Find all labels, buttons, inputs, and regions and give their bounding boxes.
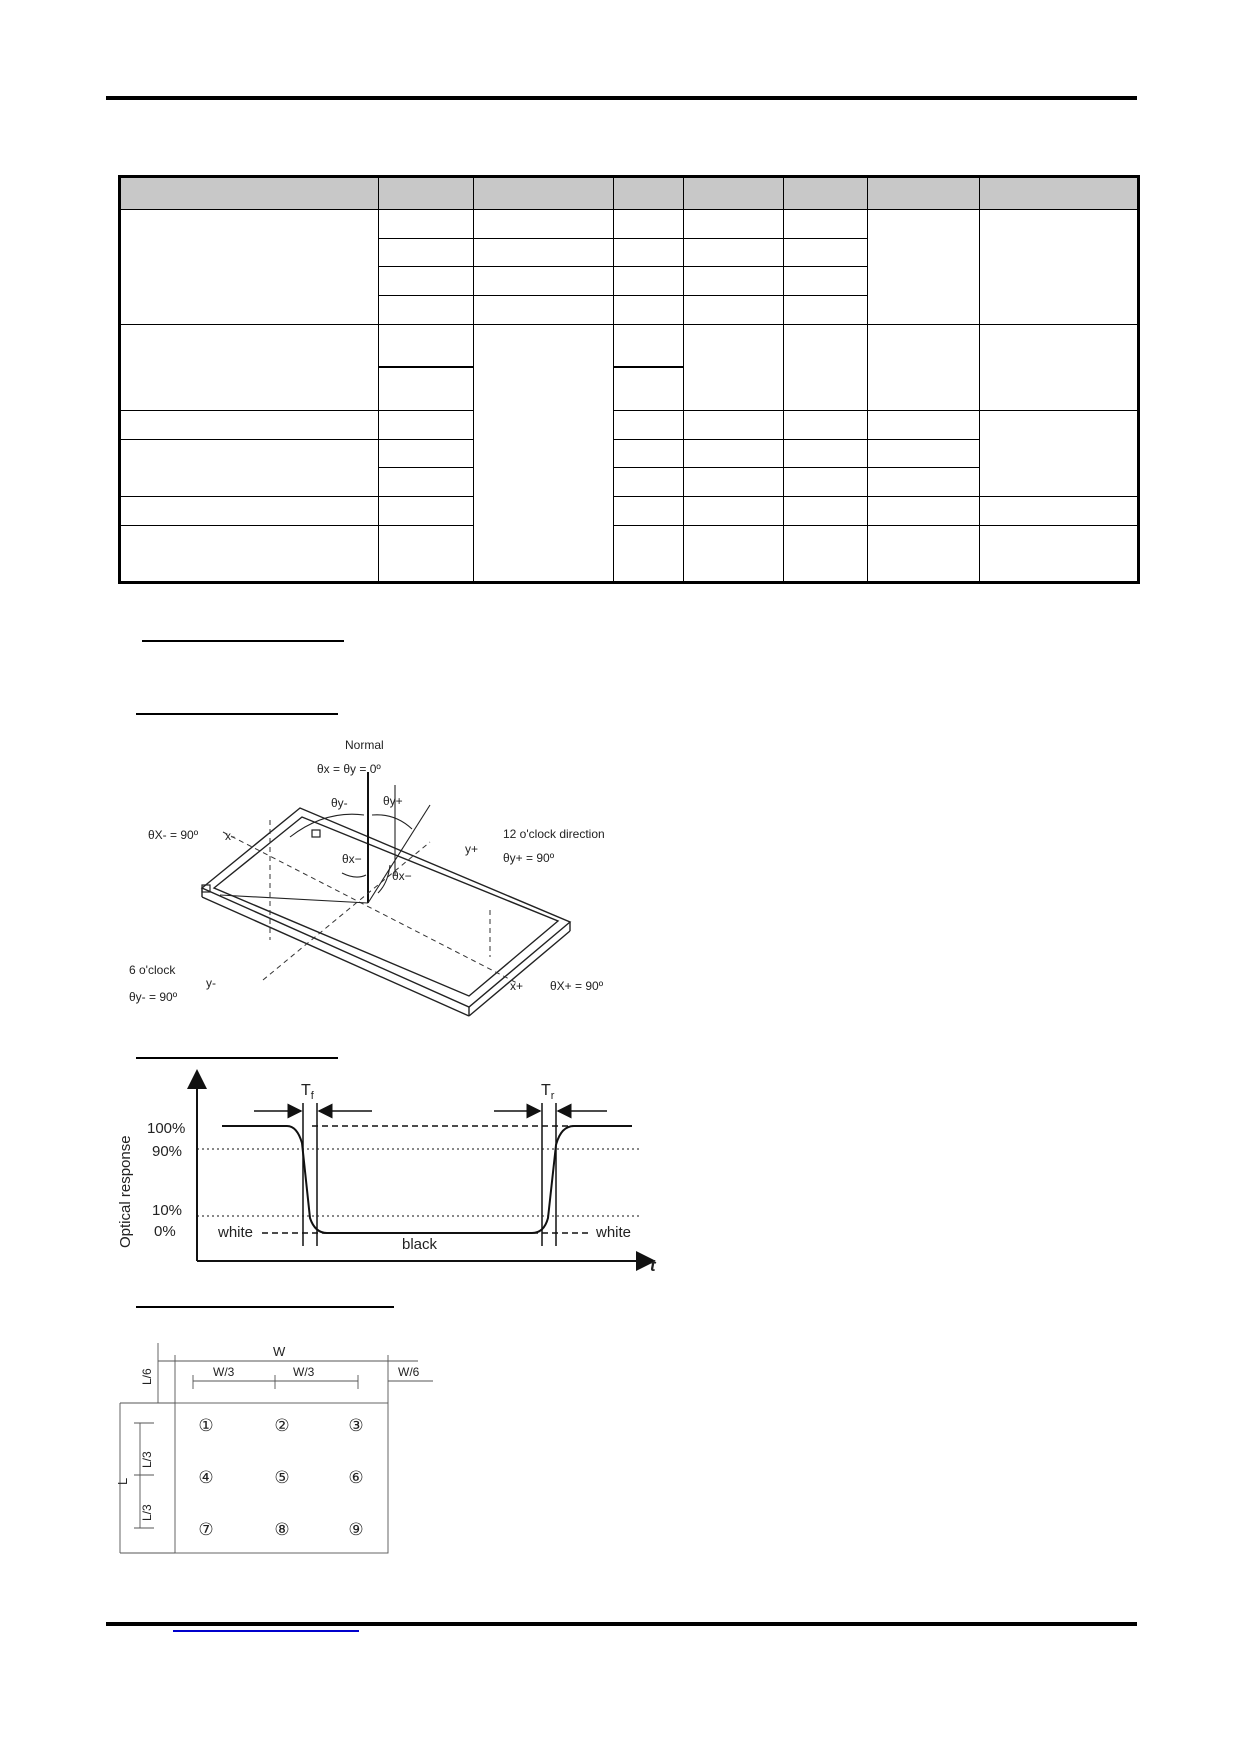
normal-equation: θx = θy = 0º xyxy=(317,762,381,776)
table-cell xyxy=(684,238,784,267)
table-cell xyxy=(379,267,474,296)
table-cell xyxy=(684,525,784,582)
angle-arc-theta-x-minus xyxy=(342,873,366,877)
table-cell xyxy=(474,267,614,296)
table-cell xyxy=(684,210,784,239)
table-cell xyxy=(379,496,474,525)
measurement-point: ② xyxy=(274,1416,290,1435)
header-cell xyxy=(980,177,1139,210)
table-cell xyxy=(868,439,980,468)
measurement-points-diagram xyxy=(115,1343,438,1563)
table-cell xyxy=(614,267,684,296)
table-cell xyxy=(614,324,684,367)
table-row xyxy=(120,324,1139,367)
theta-x-plus-equation: θX+ = 90º xyxy=(550,979,604,993)
table-cell xyxy=(614,238,684,267)
corner-marker xyxy=(312,830,320,837)
theta-x-small-label: θx− xyxy=(392,869,412,883)
white-label: white xyxy=(218,1224,254,1241)
white-label: white xyxy=(596,1224,632,1241)
table-row xyxy=(120,210,1139,239)
table-cell xyxy=(784,410,868,439)
level-label-0: 0% xyxy=(154,1223,176,1240)
table-cell xyxy=(379,468,474,497)
header-cell xyxy=(474,177,614,210)
table-cell xyxy=(120,410,379,439)
table-cell xyxy=(980,210,1139,325)
black-label: black xyxy=(402,1236,438,1253)
footer-link-underline[interactable] xyxy=(173,1630,359,1632)
table-cell xyxy=(784,439,868,468)
y-plus-label: y+ xyxy=(465,842,479,856)
table-cell xyxy=(379,324,474,367)
length-third-label: L/3 xyxy=(140,1451,154,1468)
table-cell xyxy=(684,267,784,296)
table-cell xyxy=(784,267,868,296)
section-heading-underline xyxy=(136,713,338,715)
table-cell xyxy=(684,296,784,325)
table-cell xyxy=(868,496,980,525)
table-cell xyxy=(868,324,980,410)
table-cell xyxy=(868,410,980,439)
measurement-point: ⑥ xyxy=(348,1468,364,1487)
table-row xyxy=(120,410,1139,439)
header-cell xyxy=(784,177,868,210)
table-cell xyxy=(784,210,868,239)
header-cell xyxy=(379,177,474,210)
width-label: W xyxy=(273,1344,286,1359)
table-cell xyxy=(784,238,868,267)
theta-y-minus-equation: θy- = 90º xyxy=(129,990,178,1004)
table-cell xyxy=(980,324,1139,410)
length-sixth-label: L/6 xyxy=(140,1368,154,1385)
footer-rule xyxy=(106,1622,1137,1626)
header-cell xyxy=(868,177,980,210)
table-cell xyxy=(614,296,684,325)
measurement-point: ① xyxy=(198,1416,214,1435)
table-cell xyxy=(784,496,868,525)
x-plus-label: x+ xyxy=(510,979,524,993)
table-cell xyxy=(120,496,379,525)
length-third-label: L/3 xyxy=(140,1504,154,1521)
theta-y-plus-label: θy+ xyxy=(383,794,403,808)
table-cell xyxy=(684,324,784,410)
table-header-row xyxy=(120,177,1139,210)
table-cell xyxy=(980,496,1139,525)
table-cell xyxy=(684,410,784,439)
theta-y-minus-label: θy- xyxy=(331,796,348,810)
table-cell xyxy=(379,367,474,410)
measurement-point: ⑨ xyxy=(348,1520,364,1539)
table-cell xyxy=(784,525,868,582)
theta-x-minus-equation: θX- = 90º xyxy=(148,828,199,842)
table-cell xyxy=(784,468,868,497)
table-cell xyxy=(120,525,379,582)
table-cell xyxy=(614,367,684,410)
section-heading-underline xyxy=(136,1057,338,1059)
table-cell xyxy=(684,496,784,525)
table-cell xyxy=(868,525,980,582)
table-cell xyxy=(868,468,980,497)
header-cell xyxy=(120,177,379,210)
level-label-10: 10% xyxy=(152,1202,183,1219)
viewing-plane-line xyxy=(220,895,368,903)
table-row xyxy=(120,525,1139,582)
table-cell xyxy=(868,210,980,325)
table-cell xyxy=(980,525,1139,582)
table-cell xyxy=(684,439,784,468)
optical-response-curve xyxy=(222,1126,632,1233)
table-cell xyxy=(120,324,379,410)
y-axis-label: Optical response xyxy=(117,1135,134,1248)
table-cell xyxy=(379,210,474,239)
angle-arc-theta-y-plus xyxy=(372,815,412,829)
response-time-diagram xyxy=(112,1063,672,1273)
table-cell xyxy=(684,468,784,497)
table-cell xyxy=(120,439,379,496)
header-rule xyxy=(106,96,1137,100)
table-cell xyxy=(474,296,614,325)
table-cell xyxy=(379,238,474,267)
measurement-point: ③ xyxy=(348,1416,364,1435)
level-label-100: 100% xyxy=(147,1120,186,1137)
measurement-point: ⑧ xyxy=(274,1520,290,1539)
table-cell xyxy=(980,410,1139,496)
table-cell xyxy=(784,296,868,325)
table-cell xyxy=(784,324,868,410)
table-cell xyxy=(614,525,684,582)
six-oclock-label: 6 o'clock xyxy=(129,963,176,977)
level-label-90: 90% xyxy=(152,1143,183,1160)
rise-time-label: $T_r$ xyxy=(541,1082,555,1102)
width-third-label: W/3 xyxy=(293,1365,315,1379)
x-axis-label: t xyxy=(650,1256,656,1275)
section-heading-underline xyxy=(142,640,344,642)
table-cell xyxy=(614,210,684,239)
table-cell xyxy=(614,410,684,439)
optical-spec-table xyxy=(118,175,1140,584)
width-sixth-label: W/6 xyxy=(398,1365,420,1379)
table-cell xyxy=(379,439,474,468)
fall-time-label: $T_f$ xyxy=(301,1082,314,1102)
section-heading-underline xyxy=(136,1306,394,1308)
width-third-label: W/3 xyxy=(213,1365,235,1379)
length-label: L xyxy=(115,1477,130,1485)
y-minus-label: y- xyxy=(206,976,216,990)
table-cell xyxy=(474,238,614,267)
table-cell xyxy=(379,296,474,325)
angle-arc-theta-x-minus xyxy=(378,865,390,893)
table-cell xyxy=(474,210,614,239)
table-cell xyxy=(379,410,474,439)
table-cell xyxy=(120,210,379,325)
table-cell xyxy=(614,496,684,525)
measurement-point: ⑦ xyxy=(198,1520,214,1539)
table-cell xyxy=(379,525,474,582)
measurement-point: ④ xyxy=(198,1468,214,1487)
normal-label: Normal xyxy=(345,738,384,752)
table-cell xyxy=(474,324,614,582)
theta-y-plus-equation: θy+ = 90º xyxy=(503,851,555,865)
table-cell xyxy=(614,439,684,468)
theta-x-small-label: θx− xyxy=(342,852,362,866)
table-row xyxy=(120,496,1139,525)
table-cell xyxy=(614,468,684,497)
measurement-point: ⑤ xyxy=(274,1468,290,1487)
x-minus-label: x- xyxy=(225,829,235,843)
viewing-angle-diagram xyxy=(120,725,660,1025)
twelve-oclock-label: 12 o'clock direction xyxy=(503,827,605,841)
header-cell xyxy=(684,177,784,210)
header-cell xyxy=(614,177,684,210)
